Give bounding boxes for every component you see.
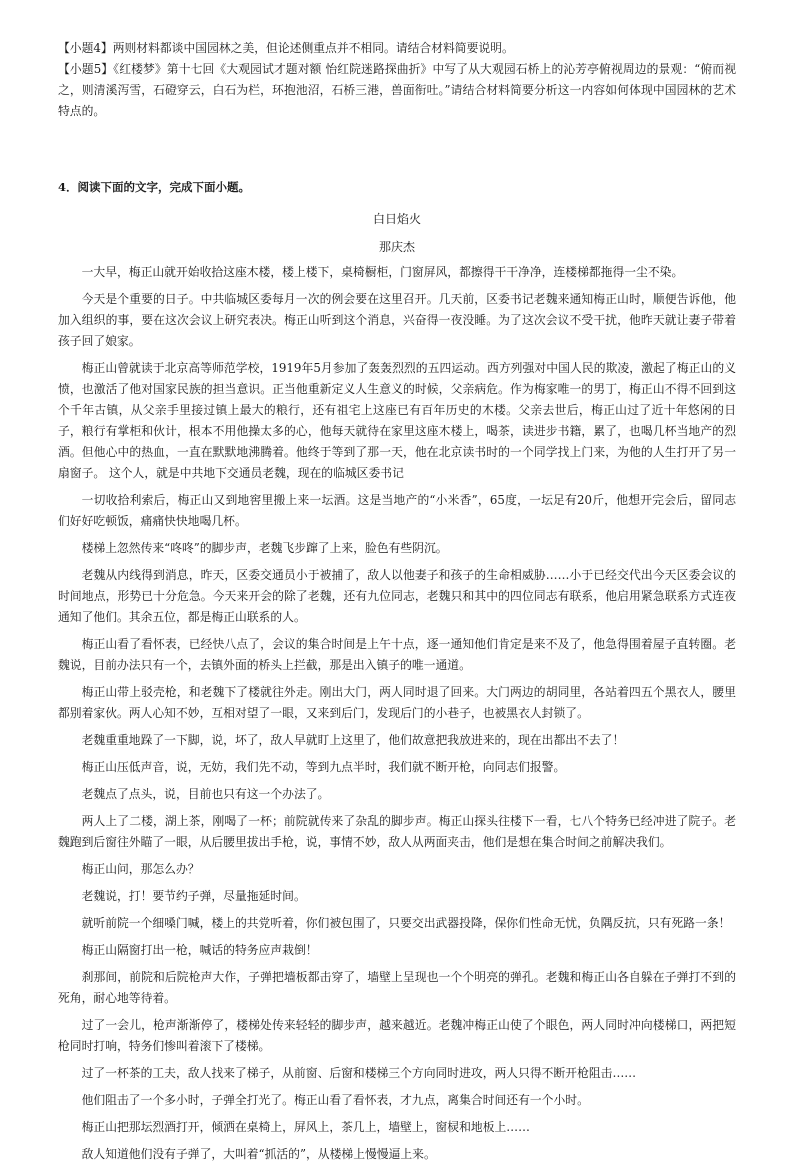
paragraph: 梅正山带上驳壳枪，和老魏下了楼就往外走。刚出大门，两人同时退了回来。大门两边的胡同里，各站着四五个黑衣人，腰里都别着家伙。两人心知不妙，互相对望了一眼，又来到后门，发现后门的小巷子，也被黑衣人封锁了。 — [58, 685, 736, 720]
paragraph: 两人上了二楼，湖上茶，刚喝了一杯；前院就传来了杂乱的脚步声。梅正山探头往楼下一看，七八个特务已经冲进了院子。老魏跑到后窗往外瞄了一眼，从后腰里拔出手枪，说，事情不妙，敌人从两面夹击，他们是想在集合时间之前解决我们。 — [58, 814, 736, 849]
paragraph: 过了一杯茶的工夫，敌人找来了梯子，从前窗、后窗和楼梯三个方向同时进攻，两人只得不断开枪阻击…… — [81, 1066, 637, 1080]
paragraph: 一切收拾利索后，梅正山又到地窖里搬上来一坛酒。这是当地产的“小米香”，65度，一坛足有20斤，他想开完会后，留同志们好好吃顿饭，痛痛快快地喝几杯。 — [58, 493, 736, 528]
section-heading: 4．阅读下面的文字，完成下面小题。 — [58, 180, 250, 194]
story-author: 那庆杰 — [378, 240, 415, 254]
paragraph: 梅正山问，那怎么办？ — [81, 862, 200, 876]
paragraph: 梅正山隔窗打出一枪，喊话的特务应声栽倒！ — [81, 943, 318, 957]
paragraph: 敌人知道他们没有子弹了，大叫着“抓活的”，从楼梯上慢慢逼上来。 — [81, 1147, 436, 1161]
paragraph: 老魏说，打！要节约子弹，尽量拖延时间。 — [81, 889, 306, 903]
paragraph: 今天是个重要的日子。中共临城区委每月一次的例会要在这里召开。几天前，区委书记老魏来通知梅正山时，顺便告诉他，他加入组织的事，要在这次会议上研究表决。梅正山听到这个消息，兴奋得一夜没睡。为了这次会议不受干扰，他昨天就让妻子带着孩子回了娘家。 — [58, 292, 736, 348]
paragraph: 梅正山曾就读于北京高等师范学校，1919年5月参加了轰轰烈烈的五四运动。西方列强对中国人民的欺凌，激起了梅正山的义愤，也激活了他对国家民族的担当意识。正当他重新定义人生意义的时候，父亲病危。作为梅家唯一的男丁，梅正山不得不回到这个千年古镇，从父亲手里接过镇上最大的粮行，还有祖宅上这座已有百年历史的木楼。父亲去世后，梅正山过了近十年悠闲的日子，粮行有掌柜和伙计，根本不用他操太多的心，他每天就待在家里这座木楼上，喝茶，读进步书籍，累了，也喝几杯当地产的烈酒。但他心中的热血，一直在默默地沸腾着。他终于等到了那一天，他在北京读书时的一个同学找上门来，为他的人生打开了另一扇窗子。 这个人，就是中共地下交通员老魏，现在的临城区委书记 — [58, 361, 736, 480]
paragraph: 过了一会儿，枪声渐渐停了，楼梯处传来轻轻的脚步声，越来越近。老魏冲梅正山使了个眼色，两人同时冲向楼梯口，两把短枪同时打响，特务们惨叫着滚下了楼梯。 — [58, 1018, 736, 1053]
question-5: 【小题5】《红楼梦》第十七回《大观园试才题对额 怡红院迷路探曲折》中写了从大观园石桥上的沁芳亭俯视周边的景观：“俯而视之，则清溪泻雪，石磴穿云，白石为栏，环抱池沼，石桥三港，兽面衔吐。”请结合材料简要分析这一内容如何体现中国园林的艺术特点的。 — [58, 62, 736, 118]
paragraph: 一大早，梅正山就开始收拾这座木楼，楼上楼下，桌椅橱柜，门窗屏风，都擦得干干净净，连楼梯都拖得一尘不染。 — [81, 265, 684, 279]
story-title: 白日焰火 — [372, 212, 421, 226]
paragraph: 刹那间，前院和后院枪声大作，子弹把墙板都击穿了，墙壁上呈现也一个个明亮的弹孔。老魏和梅正山各自躲在子弹打不到的死角，耐心地等待着。 — [58, 970, 736, 1005]
question-4: 【小题4】两则材料都谈中国园林之美，但论述侧重点并不相同。请结合材料简要说明。 — [58, 41, 514, 55]
paragraph: 老魏重重地跺了一下脚，说，坏了，敌人早就盯上这里了，他们故意把我放进来的，现在出都出不去了！ — [81, 733, 625, 747]
paragraph: 老魏从内线得到消息，昨天，区委交通员小于被捕了，敌人以他妻子和孩子的生命相威胁……小于已经交代出今天区委会议的时间地点，形势已十分危急。今天来开会的除了老魏，还有九位同志，老魏只和其中的四位同志有联系，他启用紧急联系方式连夜通知了他们。其余五位，都是梅正山联系的人。 — [58, 568, 736, 624]
paragraph: 梅正山看了看怀表，已经快八点了，会议的集合时间是上午十点，逐一通知他们肯定是来不及了，他急得围着屋子直转圈。老魏说，目前办法只有一个，去镇外面的桥头上拦截，那是出入镇子的唯一通道。 — [58, 637, 736, 672]
paragraph: 他们阻击了一个多小时，子弹全打光了。梅正山看了看怀表，才九点，离集合时间还有一个小时。 — [81, 1093, 589, 1107]
paragraph: 楼梯上忽然传来“咚咚”的脚步声，老魏飞步蹿了上来，脸色有些阴沉。 — [81, 541, 448, 555]
paragraph: 就听前院一个细嗓门喊，楼上的共党听着，你们被包围了，只要交出武器投降，保你们性命无忧，负隅反抗，只有死路一条！ — [81, 916, 731, 930]
paragraph: 老魏点了点头，说，目前也只有这一个办法了。 — [81, 787, 330, 801]
paragraph: 梅正山压低声音，说，无妨，我们先不动，等到九点半时，我们就不断开枪，向同志们报警。 — [81, 760, 566, 774]
paragraph: 梅正山把那坛烈酒打开，倾洒在桌椅上，屏风上，茶几上，墙壁上，窗棂和地板上…… — [81, 1120, 530, 1134]
